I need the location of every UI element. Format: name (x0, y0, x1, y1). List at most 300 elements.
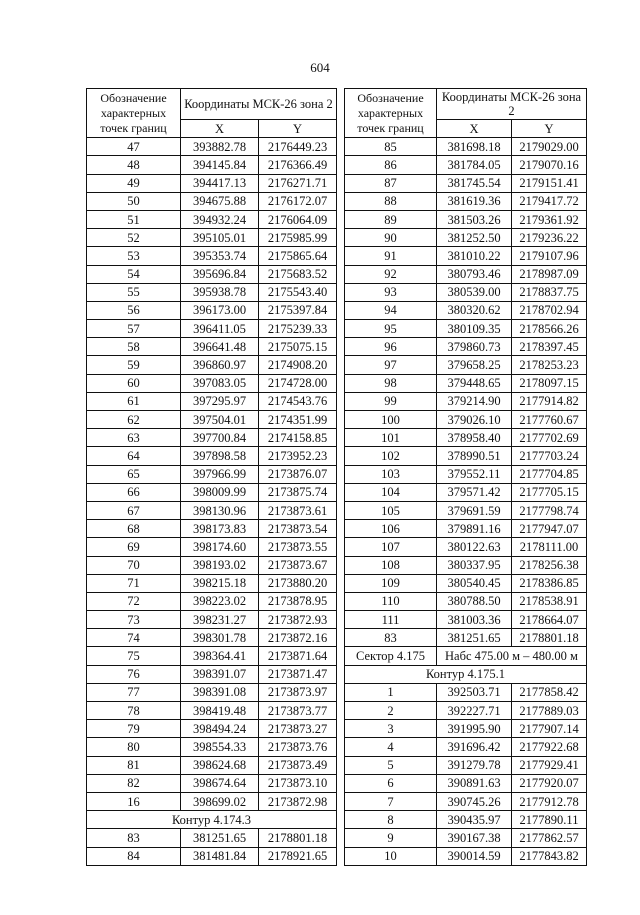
table-row (345, 520, 587, 538)
coord-y: 2178801.18 (512, 629, 587, 647)
coord-y: 2173873.55 (259, 538, 337, 556)
coord-y: 2179107.96 (512, 247, 587, 265)
coord-x: 394932.24 (181, 210, 259, 228)
coord-y: 2177705.15 (512, 483, 587, 501)
point-id: 90 (345, 229, 437, 247)
coord-x: 398419.48 (181, 702, 259, 720)
table-row (345, 301, 587, 319)
point-id: 74 (87, 629, 181, 647)
point-id: 60 (87, 374, 181, 392)
point-id: 80 (87, 738, 181, 756)
coord-x: 398391.08 (181, 683, 259, 701)
coord-y: 2175075.15 (259, 338, 337, 356)
table-row (87, 156, 337, 174)
point-id: 62 (87, 411, 181, 429)
table-row (345, 483, 587, 501)
coord-x: 378958.40 (437, 429, 512, 447)
point-id: 10 (345, 847, 437, 865)
table-row (345, 629, 587, 647)
coord-x: 381252.50 (437, 229, 512, 247)
coord-y: 2175239.33 (259, 320, 337, 338)
table-row (345, 283, 587, 301)
point-id: 6 (345, 774, 437, 792)
table-row (345, 338, 587, 356)
point-id: 85 (345, 138, 437, 156)
coord-x: 378990.51 (437, 447, 512, 465)
point-id: 68 (87, 520, 181, 538)
coord-x: 381619.36 (437, 192, 512, 210)
coord-x: 380320.62 (437, 301, 512, 319)
point-id: 109 (345, 574, 437, 592)
coord-x: 398009.99 (181, 483, 259, 501)
coord-y: 2174728.00 (259, 374, 337, 392)
table-row (345, 792, 587, 810)
coord-y: 2175865.64 (259, 247, 337, 265)
coord-y: 2177704.85 (512, 465, 587, 483)
point-id: 53 (87, 247, 181, 265)
contour-row (87, 811, 337, 829)
coord-y: 2175543.40 (259, 283, 337, 301)
coord-x: 380122.63 (437, 538, 512, 556)
coord-y: 2178256.38 (512, 556, 587, 574)
coord-y: 2173873.97 (259, 683, 337, 701)
table-row (87, 756, 337, 774)
table-row (87, 501, 337, 519)
coordinates-table-left (86, 88, 337, 866)
table-row (345, 465, 587, 483)
contour-label: Контур 4.174.3 (87, 811, 337, 829)
contour-row (345, 665, 587, 683)
coord-x: 398301.78 (181, 629, 259, 647)
table-row (87, 629, 337, 647)
coord-y: 2173873.61 (259, 501, 337, 519)
point-id: 71 (87, 574, 181, 592)
coord-y: 2176064.09 (259, 210, 337, 228)
point-id: 110 (345, 592, 437, 610)
coord-x: 380793.46 (437, 265, 512, 283)
point-id: 96 (345, 338, 437, 356)
table-row (345, 447, 587, 465)
coord-y: 2179070.16 (512, 156, 587, 174)
point-id: 64 (87, 447, 181, 465)
table-row (345, 265, 587, 283)
coord-x: 391279.78 (437, 756, 512, 774)
coord-y: 2175985.99 (259, 229, 337, 247)
table-row (87, 774, 337, 792)
coord-y: 2173871.64 (259, 647, 337, 665)
coord-x: 379026.10 (437, 411, 512, 429)
coord-x: 391995.90 (437, 720, 512, 738)
coord-y: 2177890.11 (512, 811, 587, 829)
coord-y: 2173872.16 (259, 629, 337, 647)
table-row (87, 392, 337, 410)
coord-y: 2178702.94 (512, 301, 587, 319)
point-id: 78 (87, 702, 181, 720)
point-id: 87 (345, 174, 437, 192)
coord-x: 396173.00 (181, 301, 259, 319)
coord-x: 398624.68 (181, 756, 259, 774)
coord-y: 2178397.45 (512, 338, 587, 356)
coord-y: 2179151.41 (512, 174, 587, 192)
table-row (345, 556, 587, 574)
point-id: 101 (345, 429, 437, 447)
point-id: 57 (87, 320, 181, 338)
point-id: 9 (345, 829, 437, 847)
coord-x: 380788.50 (437, 592, 512, 610)
point-id: 86 (345, 156, 437, 174)
table-row (87, 283, 337, 301)
point-id: 83 (87, 829, 181, 847)
table-row (87, 520, 337, 538)
coord-y: 2173875.74 (259, 483, 337, 501)
coord-y: 2173876.07 (259, 465, 337, 483)
coord-y: 2177760.67 (512, 411, 587, 429)
table-row (87, 174, 337, 192)
coord-y: 2178921.65 (259, 847, 337, 865)
table-row (87, 338, 337, 356)
coord-y: 2177922.68 (512, 738, 587, 756)
point-id: 94 (345, 301, 437, 319)
table-row (87, 138, 337, 156)
point-id: 4 (345, 738, 437, 756)
coord-x: 397083.05 (181, 374, 259, 392)
coord-x: 390435.97 (437, 811, 512, 829)
coord-y: 2179361.92 (512, 210, 587, 228)
coord-x: 381698.18 (437, 138, 512, 156)
table-row (87, 720, 337, 738)
table-body-left (87, 138, 337, 866)
point-id: 83 (345, 629, 437, 647)
coord-y: 2178837.75 (512, 283, 587, 301)
point-id: 111 (345, 611, 437, 629)
coord-x: 381784.05 (437, 156, 512, 174)
point-id: 49 (87, 174, 181, 192)
sector-row (345, 647, 587, 665)
coord-x: 379891.16 (437, 520, 512, 538)
table-row (87, 683, 337, 701)
point-id: 66 (87, 483, 181, 501)
coord-x: 397700.84 (181, 429, 259, 447)
coord-y: 2177907.14 (512, 720, 587, 738)
point-id: 16 (87, 792, 181, 810)
coord-x: 394145.84 (181, 156, 259, 174)
point-id: 105 (345, 501, 437, 519)
coordinates-table-right (344, 88, 587, 866)
point-id: 61 (87, 392, 181, 410)
table-row (87, 829, 337, 847)
coord-x: 379860.73 (437, 338, 512, 356)
coord-x: 398223.02 (181, 592, 259, 610)
table-row (87, 301, 337, 319)
coord-y: 2173878.95 (259, 592, 337, 610)
coord-x: 379448.65 (437, 374, 512, 392)
coord-x: 398554.33 (181, 738, 259, 756)
table-row (345, 592, 587, 610)
coord-y: 2173952.23 (259, 447, 337, 465)
coord-x: 390745.26 (437, 792, 512, 810)
coord-x: 397898.58 (181, 447, 259, 465)
table-row (87, 411, 337, 429)
table-row (345, 829, 587, 847)
point-id: 52 (87, 229, 181, 247)
coord-y: 2176271.71 (259, 174, 337, 192)
coord-y: 2174158.85 (259, 429, 337, 447)
coord-x: 380539.00 (437, 283, 512, 301)
coord-x: 394675.88 (181, 192, 259, 210)
point-id: 98 (345, 374, 437, 392)
point-id: 89 (345, 210, 437, 228)
table-row (87, 265, 337, 283)
table-row (87, 738, 337, 756)
coord-y: 2177702.69 (512, 429, 587, 447)
coord-y: 2177862.57 (512, 829, 587, 847)
point-id: 63 (87, 429, 181, 447)
coord-x: 390014.59 (437, 847, 512, 865)
point-id: 103 (345, 465, 437, 483)
table-row (345, 356, 587, 374)
coord-y: 2175397.84 (259, 301, 337, 319)
point-id: 58 (87, 338, 181, 356)
point-id: 55 (87, 283, 181, 301)
point-id: 81 (87, 756, 181, 774)
coord-x: 391696.42 (437, 738, 512, 756)
table-row (87, 229, 337, 247)
table-row (87, 247, 337, 265)
table-row (345, 210, 587, 228)
point-id: 7 (345, 792, 437, 810)
point-id: 54 (87, 265, 181, 283)
point-id: 92 (345, 265, 437, 283)
point-id: 104 (345, 483, 437, 501)
coord-y: 2175683.52 (259, 265, 337, 283)
coord-x: 393882.78 (181, 138, 259, 156)
coord-x: 381010.22 (437, 247, 512, 265)
point-id: 1 (345, 683, 437, 701)
point-id: 67 (87, 501, 181, 519)
point-id: 107 (345, 538, 437, 556)
coord-y: 2177912.78 (512, 792, 587, 810)
coord-x: 380337.95 (437, 556, 512, 574)
table-row (87, 465, 337, 483)
coord-y: 2173872.98 (259, 792, 337, 810)
point-id: 59 (87, 356, 181, 374)
coord-y: 2173873.77 (259, 702, 337, 720)
coord-y: 2177929.41 (512, 756, 587, 774)
coord-y: 2176366.49 (259, 156, 337, 174)
point-id: 108 (345, 556, 437, 574)
point-id: 51 (87, 210, 181, 228)
table-row (87, 592, 337, 610)
table-row (345, 247, 587, 265)
header-y: Y (259, 120, 337, 138)
table-row (87, 792, 337, 810)
table-row (87, 320, 337, 338)
table-row (345, 392, 587, 410)
coord-y: 2176449.23 (259, 138, 337, 156)
coord-x: 398494.24 (181, 720, 259, 738)
coord-y: 2173873.49 (259, 756, 337, 774)
coord-x: 397295.97 (181, 392, 259, 410)
coord-y: 2177947.07 (512, 520, 587, 538)
coord-x: 381745.54 (437, 174, 512, 192)
header-coord-title: Координаты МСК-26 зона 2 (181, 89, 337, 120)
table-row (87, 665, 337, 683)
coord-x: 381481.84 (181, 847, 259, 865)
point-id: 50 (87, 192, 181, 210)
coord-x: 381251.65 (181, 829, 259, 847)
coord-x: 395938.78 (181, 283, 259, 301)
sector-label: Сектор 4.175 (345, 647, 437, 665)
table-row (87, 574, 337, 592)
coord-y: 2177920.07 (512, 774, 587, 792)
table-row (87, 647, 337, 665)
coord-x: 392503.71 (437, 683, 512, 701)
coord-x: 379691.59 (437, 501, 512, 519)
table-row (345, 411, 587, 429)
coord-x: 398173.83 (181, 520, 259, 538)
coord-x: 394417.13 (181, 174, 259, 192)
table-row (87, 356, 337, 374)
table-row (345, 574, 587, 592)
coord-x: 392227.71 (437, 702, 512, 720)
coord-y: 2178111.00 (512, 538, 587, 556)
coord-x: 398174.60 (181, 538, 259, 556)
table-row (87, 447, 337, 465)
coord-y: 2173873.54 (259, 520, 337, 538)
table-row (345, 720, 587, 738)
header-x: X (181, 120, 259, 138)
point-id: 48 (87, 156, 181, 174)
coord-x: 395696.84 (181, 265, 259, 283)
coord-x: 379552.11 (437, 465, 512, 483)
point-id: 8 (345, 811, 437, 829)
table-row (345, 501, 587, 519)
coord-x: 396641.48 (181, 338, 259, 356)
point-id: 106 (345, 520, 437, 538)
point-id: 72 (87, 592, 181, 610)
coord-x: 390891.63 (437, 774, 512, 792)
coord-x: 398674.64 (181, 774, 259, 792)
table-row (345, 538, 587, 556)
coord-y: 2178538.91 (512, 592, 587, 610)
coord-x: 379571.42 (437, 483, 512, 501)
coord-x: 390167.38 (437, 829, 512, 847)
coord-x: 398364.41 (181, 647, 259, 665)
table-row (87, 483, 337, 501)
coord-x: 398215.18 (181, 574, 259, 592)
point-id: 70 (87, 556, 181, 574)
point-id: 93 (345, 283, 437, 301)
coord-x: 396411.05 (181, 320, 259, 338)
coord-y: 2178386.85 (512, 574, 587, 592)
header-x: X (437, 120, 512, 138)
table-row (345, 611, 587, 629)
header-point-label: Обозначение характерных точек границ (345, 89, 437, 138)
coord-x: 381003.36 (437, 611, 512, 629)
header-y: Y (512, 120, 587, 138)
point-id: 97 (345, 356, 437, 374)
header-point-label: Обозначение характерных точек границ (87, 89, 181, 138)
table-row (87, 702, 337, 720)
point-id: 99 (345, 392, 437, 410)
coord-y: 2173880.20 (259, 574, 337, 592)
point-id: 84 (87, 847, 181, 865)
table-row (345, 429, 587, 447)
table-row (345, 320, 587, 338)
coord-y: 2173873.76 (259, 738, 337, 756)
coord-y: 2177889.03 (512, 702, 587, 720)
coord-x: 380540.45 (437, 574, 512, 592)
table-row (345, 156, 587, 174)
point-id: 73 (87, 611, 181, 629)
table-row (345, 702, 587, 720)
table-row (87, 611, 337, 629)
coord-y: 2174543.76 (259, 392, 337, 410)
coord-y: 2177798.74 (512, 501, 587, 519)
coord-x: 398193.02 (181, 556, 259, 574)
coord-x: 398231.27 (181, 611, 259, 629)
coord-x: 380109.35 (437, 320, 512, 338)
coord-x: 398391.07 (181, 665, 259, 683)
table-row (345, 811, 587, 829)
table-row (345, 847, 587, 865)
coord-x: 398699.02 (181, 792, 259, 810)
table-row (345, 738, 587, 756)
point-id: 47 (87, 138, 181, 156)
table-row (345, 374, 587, 392)
point-id: 102 (345, 447, 437, 465)
table-body-right (345, 138, 587, 866)
coord-y: 2178253.23 (512, 356, 587, 374)
coord-y: 2173873.10 (259, 774, 337, 792)
coord-y: 2177914.82 (512, 392, 587, 410)
point-id: 76 (87, 665, 181, 683)
table-row (87, 538, 337, 556)
coord-x: 379658.25 (437, 356, 512, 374)
coord-y: 2174351.99 (259, 411, 337, 429)
table-row (87, 374, 337, 392)
coord-y: 2177703.24 (512, 447, 587, 465)
table-row (345, 192, 587, 210)
sector-elevation: Набс 475.00 м – 480.00 м (437, 647, 587, 665)
coord-x: 381503.26 (437, 210, 512, 228)
coord-y: 2179236.22 (512, 229, 587, 247)
point-id: 91 (345, 247, 437, 265)
table-row (345, 683, 587, 701)
point-id: 3 (345, 720, 437, 738)
coord-y: 2174908.20 (259, 356, 337, 374)
coord-y: 2173873.27 (259, 720, 337, 738)
table-row (87, 847, 337, 865)
coord-x: 397966.99 (181, 465, 259, 483)
coord-x: 396860.97 (181, 356, 259, 374)
point-id: 75 (87, 647, 181, 665)
coord-y: 2173871.47 (259, 665, 337, 683)
table-row (87, 556, 337, 574)
coord-y: 2178987.09 (512, 265, 587, 283)
table-row (345, 756, 587, 774)
coord-x: 395105.01 (181, 229, 259, 247)
point-id: 65 (87, 465, 181, 483)
coord-x: 379214.90 (437, 392, 512, 410)
page-number: 604 (310, 60, 330, 75)
coord-y: 2178664.07 (512, 611, 587, 629)
coord-x: 395353.74 (181, 247, 259, 265)
coord-y: 2178566.26 (512, 320, 587, 338)
coord-y: 2176172.07 (259, 192, 337, 210)
coord-y: 2179417.72 (512, 192, 587, 210)
coord-x: 397504.01 (181, 411, 259, 429)
